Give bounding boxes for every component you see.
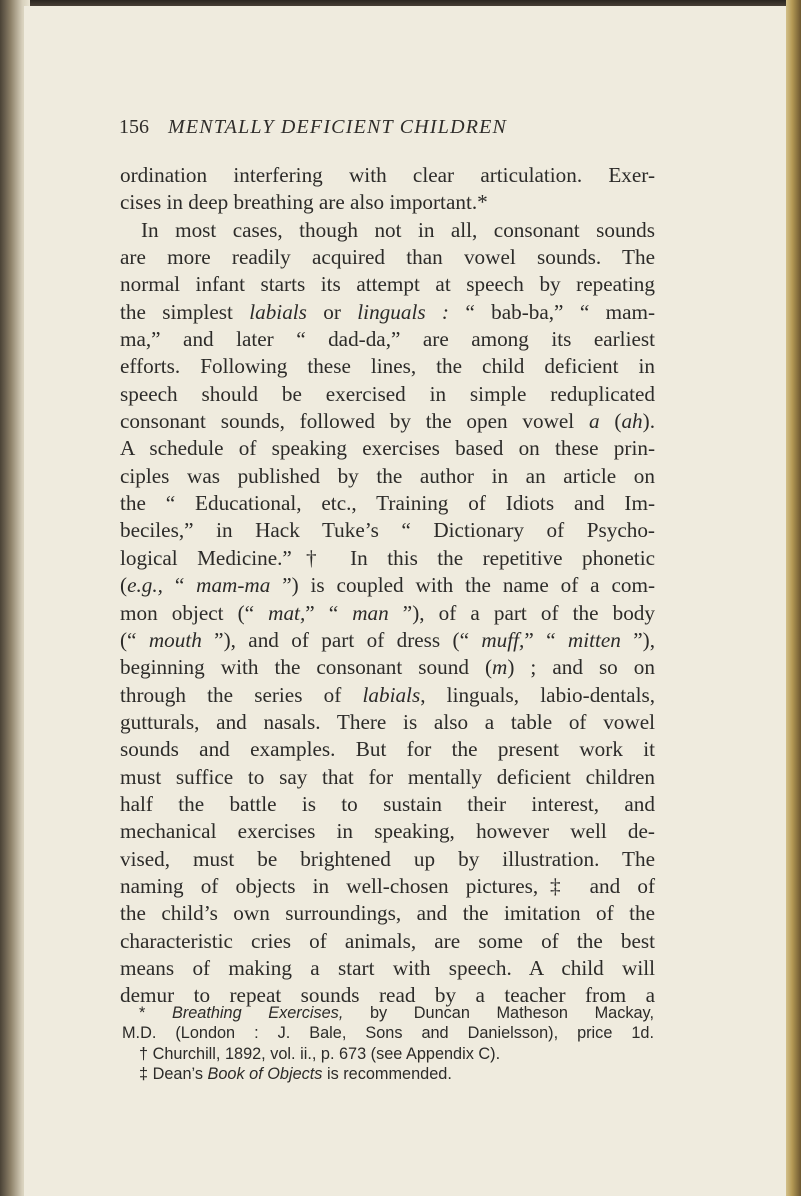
text-line: ciples was published by the author in an article on xyxy=(120,463,655,488)
page-edge xyxy=(786,0,801,1196)
text-line: normal infant starts its attempt at speech by repeating xyxy=(120,272,655,297)
text-line: (e.g., “ mam-ma ”) is coupled with the name of a com- xyxy=(120,573,655,598)
text-line: naming of objects in well-chosen pictures,‡ and of xyxy=(120,873,655,898)
text-line: gutturals, and nasals. There is also a table of vowel xyxy=(120,709,655,734)
text-line: A schedule of speaking exercises based on these prin- xyxy=(120,436,655,461)
text-line: through the series of labials, linguals, labio-dentals, xyxy=(120,682,656,707)
text-line: vised, must be brightened up by illustration. The xyxy=(120,846,655,871)
running-title: MENTALLY DEFICIENT CHILDREN xyxy=(168,116,508,138)
text-line: half the battle is to sustain their interest, and xyxy=(120,791,655,816)
text-line: are more readily acquired than vowel sounds. The xyxy=(120,245,655,270)
text-line: logical Medicine.”† In this the repetitive phonetic xyxy=(120,545,655,570)
text-line: speech should be exercised in simple reduplicated xyxy=(120,381,655,406)
footnote-line: * Breathing Exercises, by Duncan Matheson Mackay, xyxy=(139,1004,654,1022)
footnotes xyxy=(122,1003,654,1084)
footnote-line: † Churchill, 1892, vol. ii., p. 673 (see Appendix C). xyxy=(139,1044,501,1063)
text-line: ma,” and later “ dad-da,” are among its earliest xyxy=(120,327,655,352)
text-line: the child’s own surroundings, and the imitation of the xyxy=(120,901,655,926)
page-number: 156 xyxy=(119,116,149,138)
text-line: means of making a start with speech. A child will xyxy=(120,955,655,980)
text-line: sounds and examples. But for the present work it xyxy=(120,737,655,762)
text-line: In most cases, though not in all, consonant sounds xyxy=(141,217,655,242)
text-line: beciles,” in Hack Tuke’s “ Dictionary of Psycho- xyxy=(120,518,655,543)
body-text xyxy=(120,162,655,1010)
text-line: mechanical exercises in speaking, however well de- xyxy=(120,819,655,844)
text-line: cises in deep breathing are also important.* xyxy=(120,190,488,215)
text-line: (“ mouth ”), and of part of dress (“ muff,” “ mitten ”), xyxy=(120,627,656,652)
text-line: demur to repeat sounds read by a teacher from a xyxy=(120,983,655,1008)
text-line: beginning with the consonant sound (m) ; and so on xyxy=(120,655,655,680)
text-line: characteristic cries of animals, are some of the best xyxy=(120,928,655,953)
text-line: the “ Educational, etc., Training of Idiots and Im- xyxy=(120,491,655,516)
text-line: mon object (“ mat,” “ man ”), of a part of the body xyxy=(120,600,655,625)
running-header xyxy=(119,116,649,139)
text-line: must suffice to say that for mentally deficient children xyxy=(120,764,655,789)
text-line: consonant sounds, followed by the open vowel a (ah). xyxy=(120,409,655,434)
footnote-line: M.D. (London : J. Bale, Sons and Danielsson), price 1d. xyxy=(122,1024,654,1043)
text-line: ordination interfering with clear articulation. Exer- xyxy=(120,163,655,187)
footnote-line: ‡ Dean’s Book of Objects is recommended. xyxy=(139,1064,452,1083)
text-line: efforts. Following these lines, the child deficient in xyxy=(120,354,655,379)
text-line: the simplest labials or linguals : “ bab-ba,” “ mam- xyxy=(120,299,656,324)
